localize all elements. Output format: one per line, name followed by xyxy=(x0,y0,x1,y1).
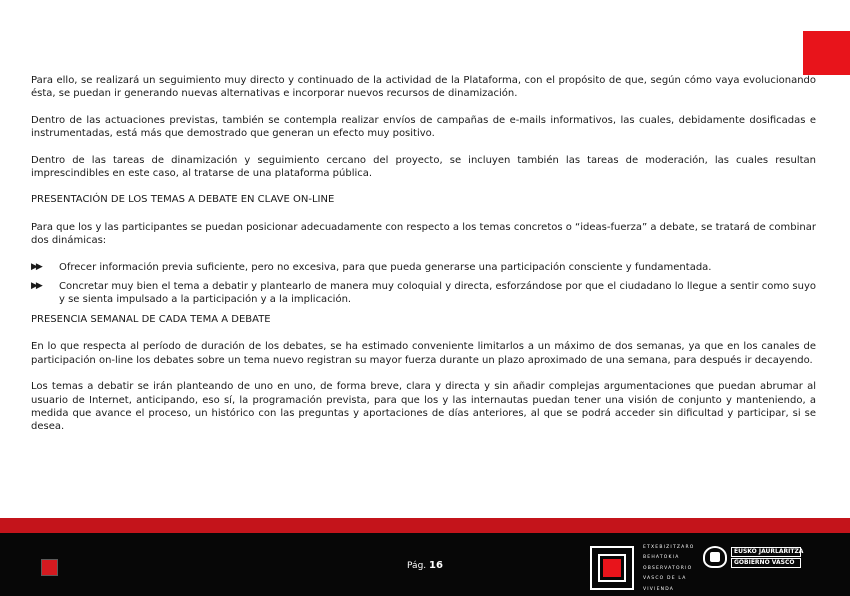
paragraph-email-campaigns: Dentro de las actuaciones previstas, también se contempla realizar envíos de campañas de e-mails informativos, las cuales, debidamente dosificadas e instrumentadas, está más que demostrado que generan un efecto muy positivo. xyxy=(31,114,816,140)
basque-government-crest-icon xyxy=(703,546,727,568)
list-item-text: Ofrecer información previa suficiente, pero no excesiva, para que pueda generarse una participación consciente y fundamentada. xyxy=(59,261,712,273)
dynamics-list xyxy=(31,261,816,307)
page-footer xyxy=(0,533,850,596)
paragraph-moderation: Dentro de las tareas de dinamización y seguimiento cercano del proyecto, se incluyen también las tareas de moderación, las cuales resultan imprescindibles en este caso, al tratarse de una plataforma pública. xyxy=(31,154,816,180)
observatory-logo-icon xyxy=(590,546,634,590)
page-number xyxy=(392,560,458,571)
paragraph-dynamics-intro: Para que los y las participantes se puedan posicionar adecuadamente con respecto a los temas concretos o “ideas-fuerza” a debate, se tratará de combinar dos dinámicas: xyxy=(31,221,816,247)
double-arrow-bullet-icon: ▶▶ xyxy=(31,281,41,292)
paragraph-followup: Para ello, se realizará un seguimiento muy directo y continuado de la actividad de la Plataforma, con el propósito de que, según cómo vaya evolucionando ésta, se puedan ir generando nuevas alternativas e incorporar nuevos recursos de dinamización. xyxy=(31,75,816,100)
list-item-text: Concretar muy bien el tema a debatir y plantearlo de manera muy coloquial y directa, esforzándose por que el ciudadano lo llegue a sentir como suyo y se sienta impulsado a la participación y a la implicación. xyxy=(59,281,816,306)
footer-square-icon xyxy=(41,559,58,576)
paragraph-debate-duration: En lo que respecta al período de duración de los debates, se ha estimado conveniente limitarlos a un máximo de dos semanas, ya que en los canales de participación on-line los debates sobre un tema nuevo registran su mayor fuerza durante un plazo aproximado de una semana, para después ir decayendo. xyxy=(31,341,816,366)
section-heading-presentation: PRESENTACIÓN DE LOS TEMAS A DEBATE EN CLAVE ON-LINE xyxy=(31,194,335,206)
footer-red-stripe xyxy=(0,518,850,533)
page-label: Pág. xyxy=(407,561,427,571)
double-arrow-bullet-icon: ▶▶ xyxy=(31,261,41,272)
paragraph-debate-topics: Los temas a debatir se irán planteando de uno en uno, de forma breve, clara y directa y sin añadir complejas argumentaciones que puedan abrumar al usuario de Internet, anticipando, eso sí, la programación prevista, para que los y las internautas puedan tener una visión de conjunto y manteniendo, a medida que avance el proceso, un histórico con las preguntas y aportaciones de días anteriores, al que se podrá acceder sin dificultad y participar, si se desea. xyxy=(31,381,816,433)
corner-accent-square xyxy=(803,31,850,75)
list-item xyxy=(31,261,816,274)
basque-government-name: EUSKO JAURLARITZA GOBIERNO VASCO xyxy=(731,547,801,569)
section-heading-weekly-presence: PRESENCIA SEMANAL DE CADA TEMA A DEBATE xyxy=(31,313,271,325)
document-body xyxy=(31,74,816,447)
list-item xyxy=(31,280,816,307)
page-number-value: 16 xyxy=(429,560,443,571)
observatory-name: ETXEBIZITZARO BEHATOKIA OBSERVATORIO VASCO DE LA VIVIENDA xyxy=(643,545,695,592)
